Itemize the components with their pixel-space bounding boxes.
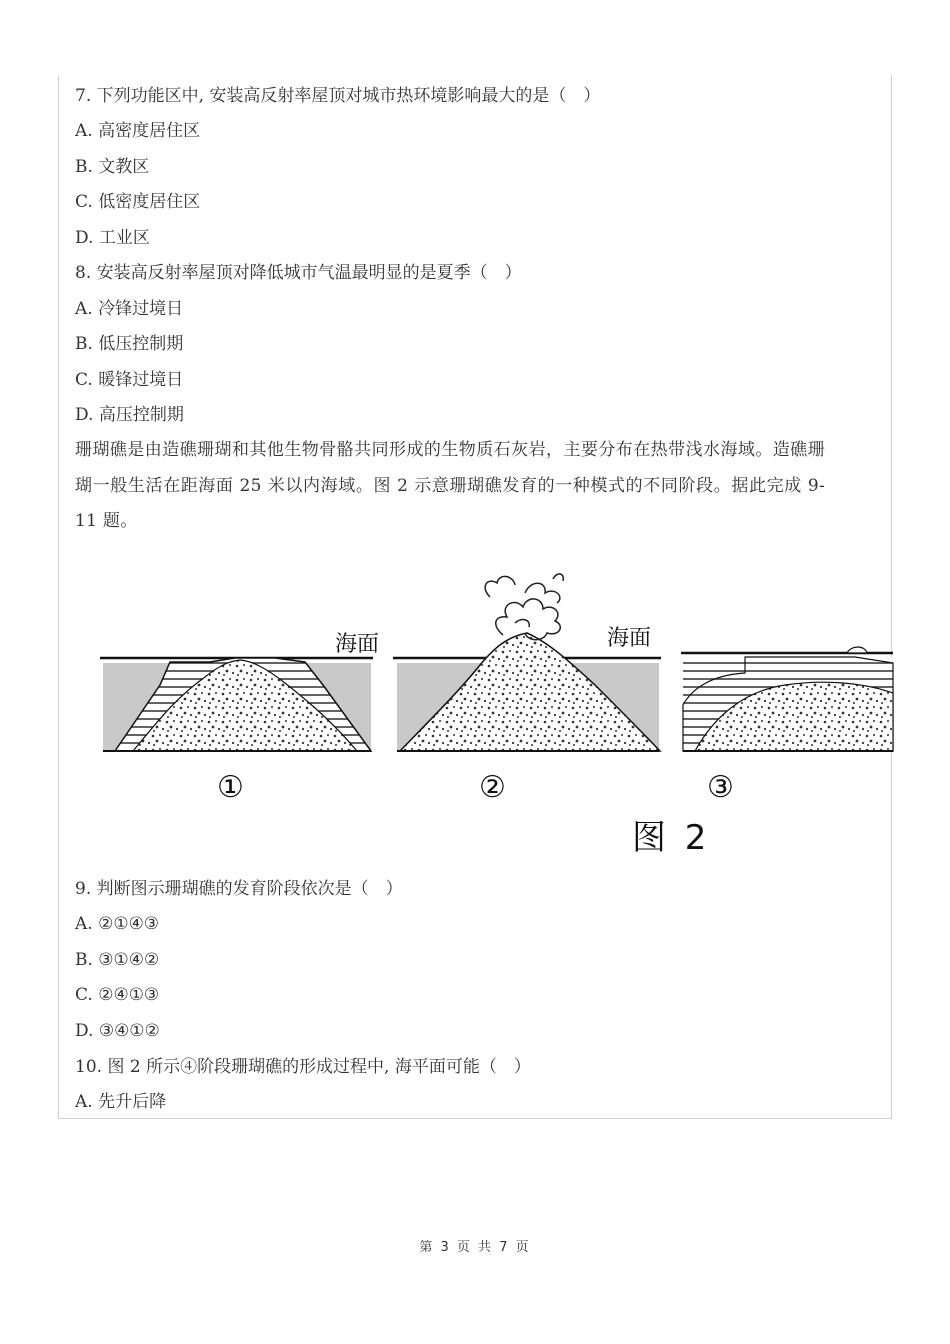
panel-2-diagram xyxy=(393,574,661,805)
question-9-option-c[interactable]: C. ②④①③ xyxy=(75,985,160,1005)
panel-label-1: ① xyxy=(217,770,244,805)
question-8-option-c[interactable]: C. 暖锋过境日 xyxy=(75,370,184,390)
sea-label-2: 海面 xyxy=(607,626,652,651)
panel-label-3: ③ xyxy=(707,770,734,805)
page-footer: 第 3 页 共 7 页 xyxy=(419,1240,531,1255)
sea-label-1: 海面 xyxy=(335,632,380,657)
question-8-option-a[interactable]: A. 冷锋过境日 xyxy=(75,299,184,319)
figure-caption: 图 2 xyxy=(632,818,711,858)
question-9-option-d[interactable]: D. ③④①② xyxy=(75,1021,160,1041)
volcanic-smoke xyxy=(485,574,563,640)
question-10-option-a[interactable]: A. 先升后降 xyxy=(75,1092,167,1112)
coral-reef-diagram xyxy=(95,565,895,865)
question-7-option-a[interactable]: A. 高密度居住区 xyxy=(75,121,201,141)
question-9-option-b[interactable]: B. ③①④② xyxy=(75,950,160,970)
question-8-option-d[interactable]: D. 高压控制期 xyxy=(75,405,184,425)
panel-label-2: ② xyxy=(479,770,506,805)
question-7-stem: 7. 下列功能区中, 安装高反射率屋顶对城市热环境影响最大的是（ ） xyxy=(75,86,601,106)
question-7-option-d[interactable]: D. 工业区 xyxy=(75,228,150,248)
question-9-stem: 9. 判断图示珊瑚礁的发育阶段依次是（ ） xyxy=(75,879,403,899)
panel-3-diagram xyxy=(681,647,893,805)
coral-reef-figure xyxy=(95,565,895,865)
question-10-stem: 10. 图 2 所示④阶段珊瑚礁的形成过程中, 海平面可能（ ） xyxy=(75,1057,531,1077)
question-8-option-b[interactable]: B. 低压控制期 xyxy=(75,334,184,354)
question-7-option-b[interactable]: B. 文教区 xyxy=(75,157,150,177)
question-7-option-c[interactable]: C. 低密度居住区 xyxy=(75,192,201,212)
question-8-stem: 8. 安装高反射率屋顶对降低城市气温最明显的是夏季（ ） xyxy=(75,263,522,283)
panel-1-diagram xyxy=(100,632,379,805)
question-9-option-a[interactable]: A. ②①④③ xyxy=(75,914,160,934)
reading-passage: 珊瑚礁是由造礁珊瑚和其他生物骨骼共同形成的生物质石灰岩，主要分布在热带浅水海域。造礁珊瑚一般生活在距海面 25 米以内海域。图 2 示意珊瑚礁发育的一种模式的不同阶段。据此完成 9-11 题。 xyxy=(75,440,825,531)
